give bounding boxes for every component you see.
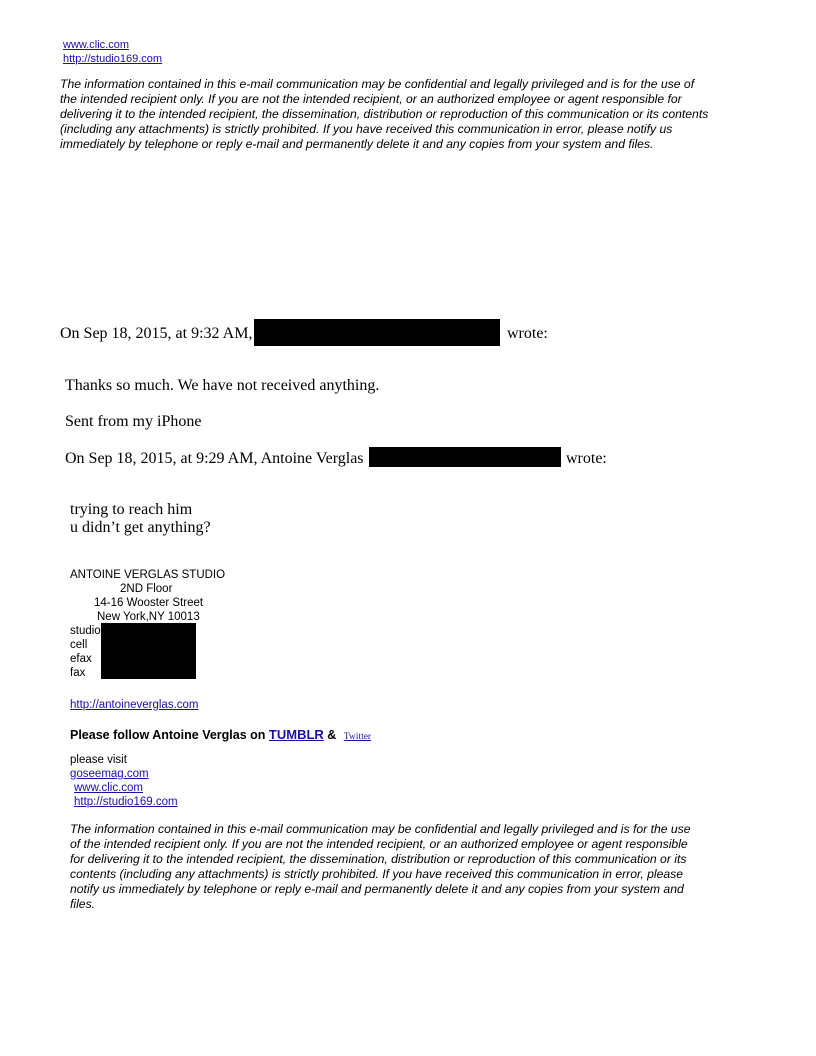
follow-text: Please follow Antoine Verglas on xyxy=(70,728,266,742)
disclaimer-line: of the intended recipient only. If you are not the intended recipient, or an authorized employee or agent responsible xyxy=(70,837,688,851)
cell-phone-label: cell xyxy=(70,639,88,651)
please-visit-text: please visit xyxy=(70,754,127,766)
redacted-sender-email xyxy=(254,319,500,346)
redacted-antoine-email xyxy=(369,447,561,467)
quoted-header-prefix: On Sep 18, 2015, at 9:29 AM, Antoine Verglas xyxy=(65,450,364,467)
follow-line xyxy=(70,727,371,742)
efax-label: efax xyxy=(70,653,92,665)
disclaimer-line: contents (including any attachments) is strictly prohibited. If you have received this communication in error, please xyxy=(70,867,684,881)
twitter-link[interactable]: Twitter xyxy=(343,732,372,742)
studio169-link-signature[interactable]: http://studio169.com xyxy=(74,796,178,808)
clic-link-signature[interactable]: www.clic.com xyxy=(74,782,144,794)
disclaimer-line: (including any attachments) is strictly prohibited. If you have received this communication in error, please notify us xyxy=(60,122,673,136)
disclaimer-line: delivering it to the intended recipient, the dissemination, distribution or reproduction of this communication or its contents xyxy=(60,107,709,121)
disclaimer-line: files. xyxy=(70,897,96,911)
address-floor: 2ND Floor xyxy=(120,583,173,595)
quoted-body-line: u didn’t get anything? xyxy=(70,519,211,536)
disclaimer-line: The information contained in this e-mail communication may be confidential and legally privileged and is for the use xyxy=(70,822,691,836)
fax-label: fax xyxy=(70,667,86,679)
antoineverglas-link[interactable]: http://antoineverglas.com xyxy=(70,699,199,711)
disclaimer-line: notify us immediately by telephone or reply e-mail and permanently delete it and any copies from your system and xyxy=(70,882,684,896)
disclaimer-top xyxy=(60,77,760,152)
studio-name: ANTOINE VERGLAS STUDIO xyxy=(70,569,226,581)
studio-phone-label: studio xyxy=(70,625,101,637)
disclaimer-bottom xyxy=(70,822,770,912)
tumblr-link[interactable]: TUMBLR xyxy=(268,727,324,742)
quoted-body-line: trying to reach him xyxy=(70,501,193,518)
redacted-phone-numbers xyxy=(101,623,196,679)
address-street: 14-16 Wooster Street xyxy=(94,597,204,609)
goseemag-link[interactable]: goseemag.com xyxy=(70,768,149,780)
reply-header-suffix: wrote: xyxy=(507,325,548,342)
studio169-link[interactable]: http://studio169.com xyxy=(63,53,163,65)
disclaimer-line: for delivering it to the intended recipient, the dissemination, distribution or reproduction of this communication or its xyxy=(70,852,687,866)
clic-link[interactable]: www.clic.com xyxy=(63,39,130,51)
disclaimer-line: the intended recipient only. If you are not the intended recipient, or an authorized employee or agent responsible for xyxy=(60,92,682,106)
ampersand: & xyxy=(327,728,337,742)
reply-header-prefix: On Sep 18, 2015, at 9:32 AM, xyxy=(60,325,253,342)
disclaimer-line: The information contained in this e-mail communication may be confidential and legally privileged and is for the use of xyxy=(60,77,695,91)
disclaimer-line: immediately by telephone or reply e-mail and permanently delete it and any copies from your system and files. xyxy=(60,137,654,151)
reply-body-line: Thanks so much. We have not received anything. xyxy=(65,377,380,394)
quoted-header-suffix: wrote: xyxy=(566,450,607,467)
address-city: New York,NY 10013 xyxy=(97,611,200,623)
sent-from-iphone: Sent from my iPhone xyxy=(65,413,202,430)
